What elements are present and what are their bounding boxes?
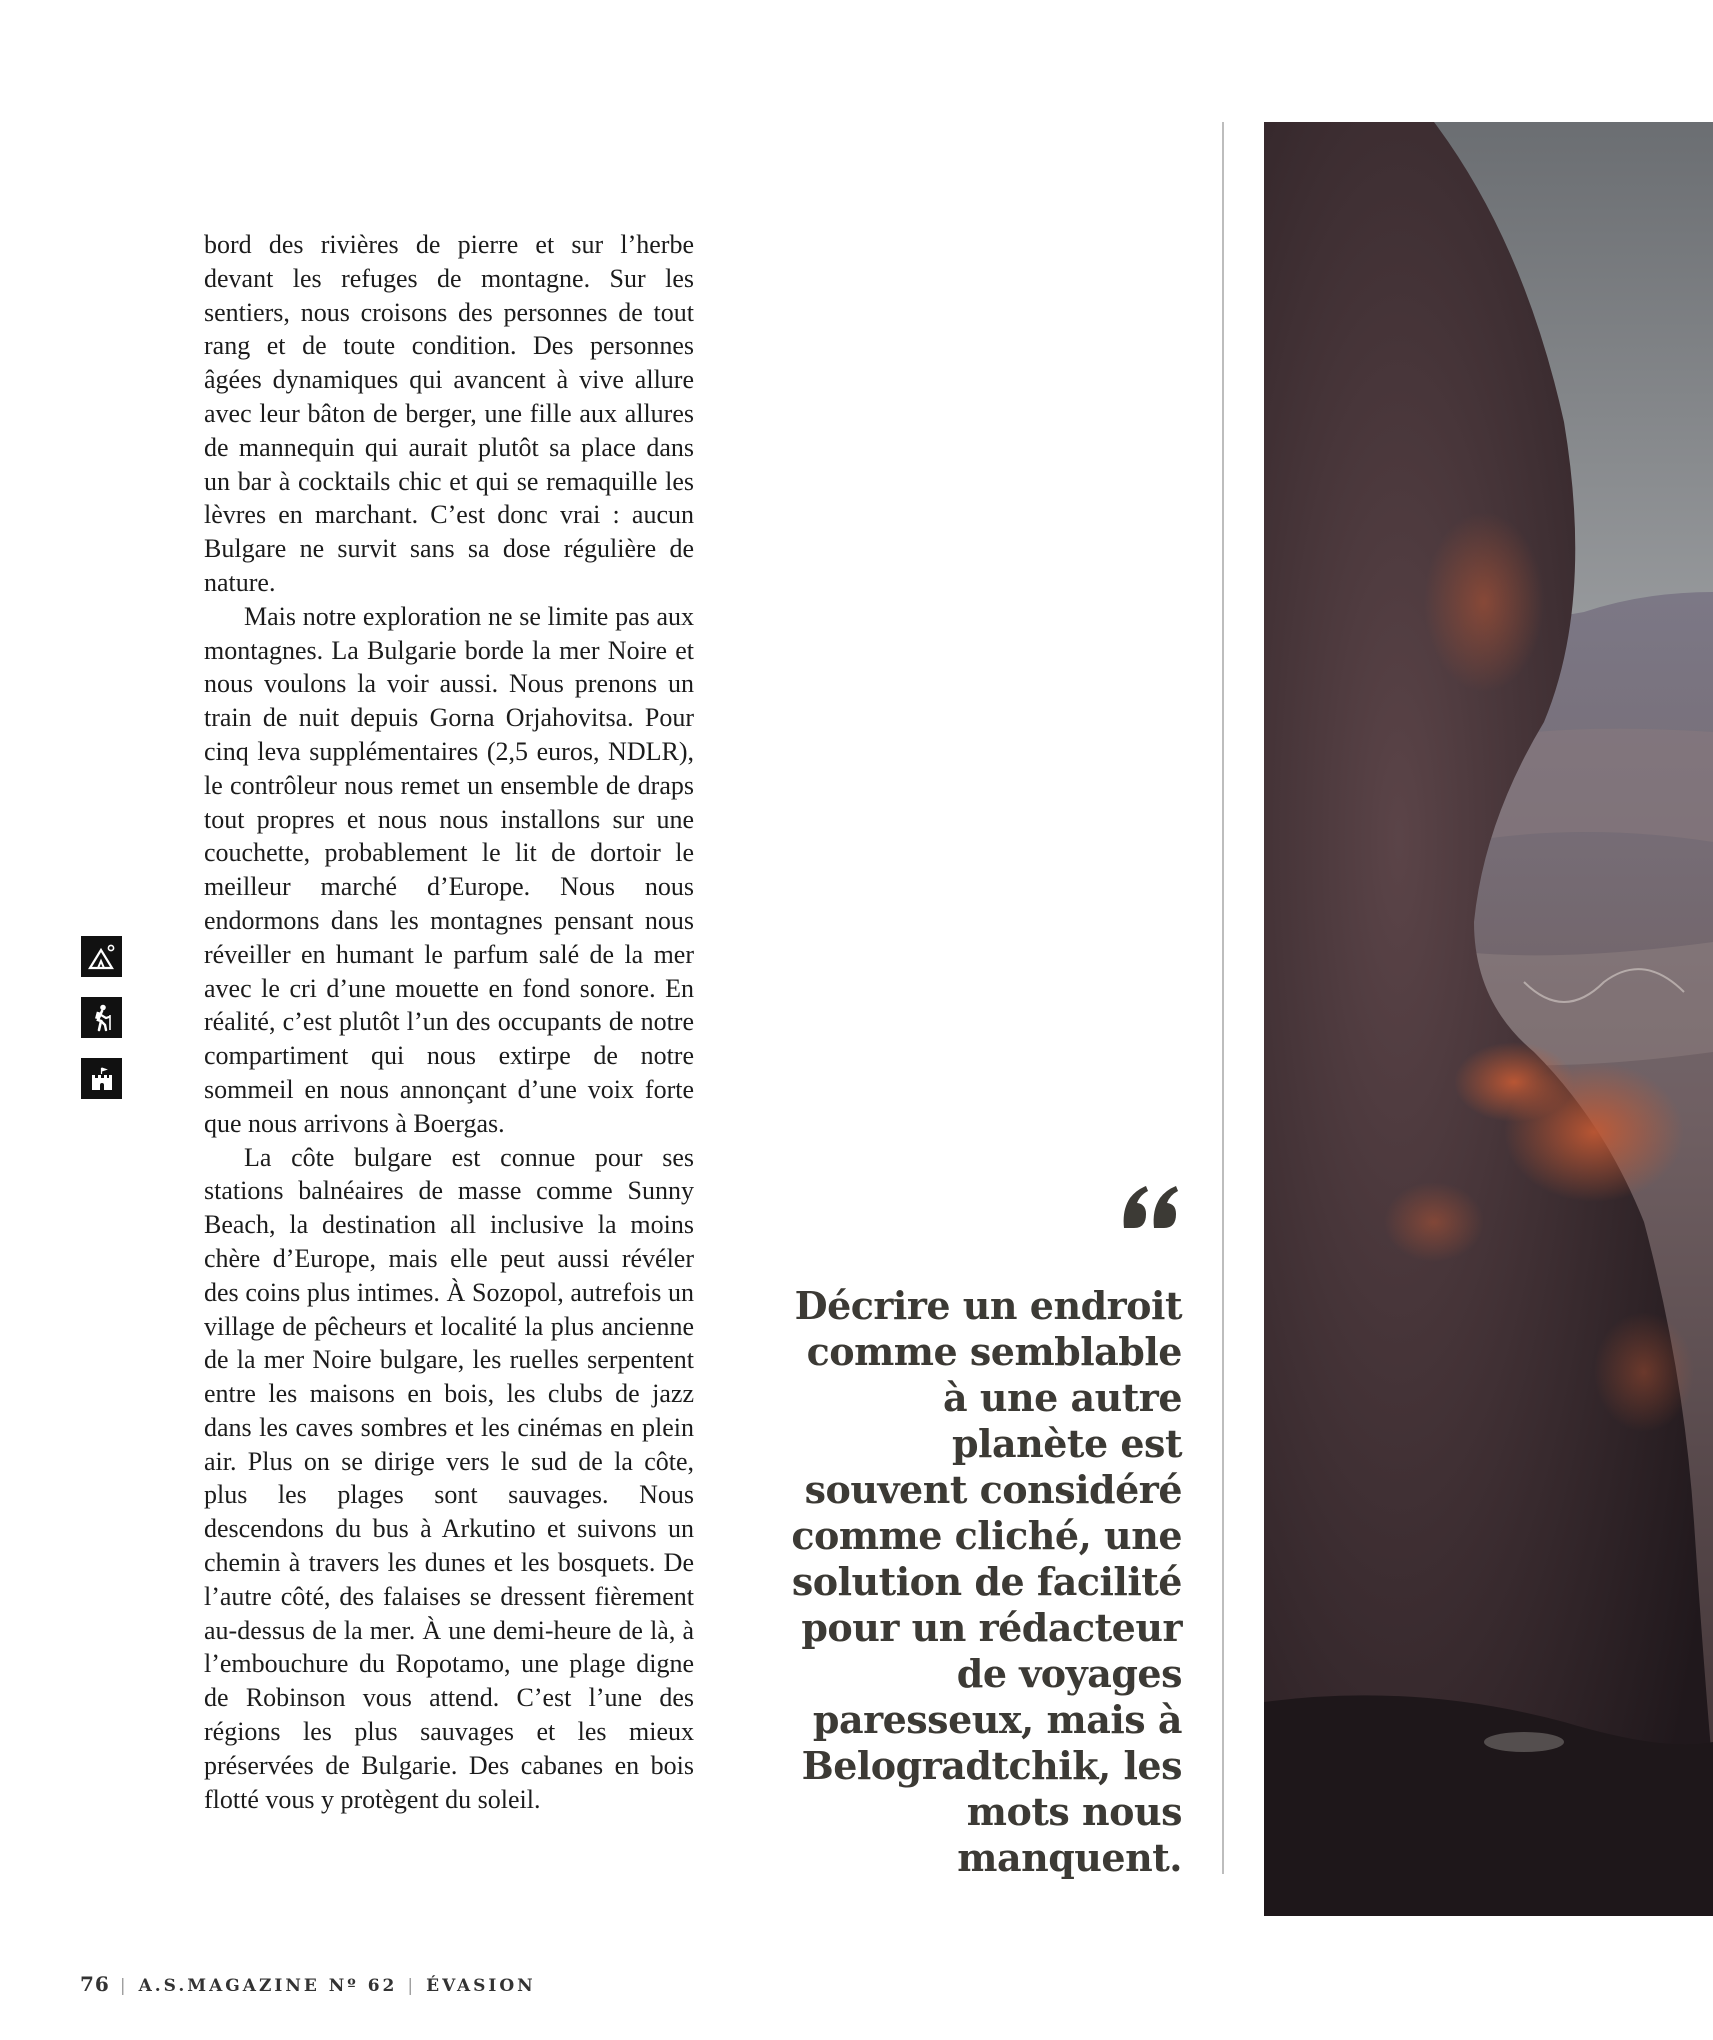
camping-tent-icon [81,936,122,977]
column-divider [1222,122,1224,1874]
page-number: 76 [80,1972,110,1996]
magazine-name: A.S.MAGAZINE Nº 62 [138,1976,398,1996]
article-paragraph-3: La côte bulgare est connue pour ses stations balnéaires de masse comme Sunny Beach, la destination all inclusive la moins chère d’Europe, mais elle peut aussi révéler des coins plus intimes. À Sozopol, autrefois un village de pêcheurs et localité la plus ancienne de la mer Noire bulgare, les ruelles serpentent entre les maisons en bois, les clubs de jazz dans les caves sombres et les cinémas en plein air. Plus on se dirige vers le sud de la côte, plus les plages sont sauvages. Nous descendons du bus à Arkutino et suivons un chemin à travers les dunes et les bosquets. De l’autre côté, des falaises se dressent fièrement au-dessus de la mer. À une demi-heure de là, à l’embouchure du Ropotamo, une plage digne de Robinson vous attend. C’est l’une des régions les plus sauvages et les mieux préservées de Bulgarie. Des cabanes en bois flotté vous y protègent du soleil. [204,1142,694,1814]
castle-icon [81,1058,122,1099]
page-footer: 76 | A.S.MAGAZINE Nº 62 | ÉVASION [80,1972,536,1996]
pull-quote: Décrire un endroit comme semblable à une autre planète est souvent considéré comme cliché, une solution de facilité pour un rédacteur de voyages paresseux, mais à Belogradtchik, les mots nous manquent. [791,1283,1182,1880]
section-name: ÉVASION [426,1976,536,1996]
quote-mark-icon [1120,1182,1182,1232]
article-paragraph-1: bord des rivières de pierre et sur l’herbe devant les refuges de montagne. Sur les sentiers, nous croisons des personnes de tout rang et de toute condition. Des personnes âgées dynamiques qui avancent à vive allure avec leur bâton de berger, une fille aux allures de mannequin qui aurait plutôt sa place dans un bar à cocktails chic et qui se remaquille les lèvres en marchant. C’est donc vrai : aucun Bulgare ne survit sans sa dose régulière de nature. [204,230,694,597]
hiking-icon [81,997,122,1038]
article-body [204,228,694,1816]
article-paragraph-2: Mais notre exploration ne se limite pas aux montagnes. La Bulgarie borde la mer Noire et nous voulons la voir aussi. Nous prenons un train de nuit depuis Gorna Orjahovitsa. Pour cinq leva supplémentaires (2,5 euros, NDLR), le contrôleur nous remet un ensemble de draps tout propres et nous nous installons sur une couchette, probablement le lit de dortoir le meilleur marché d’Europe. Nous nous endormons dans les montagnes pensant nous réveiller en humant le parfum salé de la mer avec le cri d’une mouette en fond sonore. En réalité, c’est plutôt l’un des occupants de notre compartiment qui nous extirpe de notre sommeil en nous annonçant d’une voix forte que nous arrivons à Boergas. [204,601,694,1138]
rock-landscape-photo [1264,122,1713,1916]
